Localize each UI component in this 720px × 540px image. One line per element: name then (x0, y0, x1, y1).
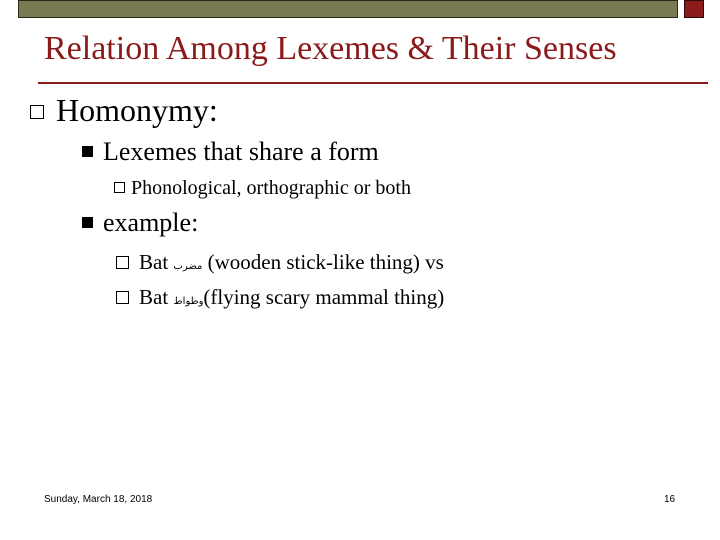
ex2-arabic: وطواط (173, 296, 204, 307)
homonymy-text: Homonymy: (56, 92, 218, 128)
phonological-text: Phonological, orthographic or both (131, 177, 411, 199)
solid-square-bullet-icon (82, 217, 93, 228)
example-text: example: (103, 208, 199, 237)
ex2-gloss: (flying scary mammal thing) (203, 285, 445, 309)
bullet-homonymy (30, 92, 218, 129)
ex1-gloss: (wooden stick-like thing) vs (207, 250, 444, 274)
ex1-arabic: مضرب (173, 261, 203, 272)
example-item-2 (116, 285, 444, 310)
top-bar (18, 0, 678, 18)
page-number: 16 (664, 494, 676, 505)
ex1-word: Bat (139, 250, 169, 274)
hollow-square-bullet-icon (30, 105, 44, 119)
bullet-example (82, 208, 198, 238)
hollow-square-bullet-icon (114, 182, 125, 193)
title-rule (38, 82, 708, 84)
example-item-1 (116, 250, 444, 275)
hollow-square-bullet-icon (116, 291, 129, 304)
bullet-phonological (114, 177, 411, 200)
solid-square-bullet-icon (82, 146, 93, 157)
corner-box (684, 0, 704, 18)
ex2-word: Bat (139, 285, 169, 309)
share-form-text: Lexemes that share a form (103, 137, 379, 166)
footer-date: Sunday, March 18, 2018 (44, 494, 153, 505)
slide-title: Relation Among Lexemes & Their Senses (44, 30, 617, 67)
bullet-share-form (82, 137, 379, 167)
hollow-square-bullet-icon (116, 256, 129, 269)
